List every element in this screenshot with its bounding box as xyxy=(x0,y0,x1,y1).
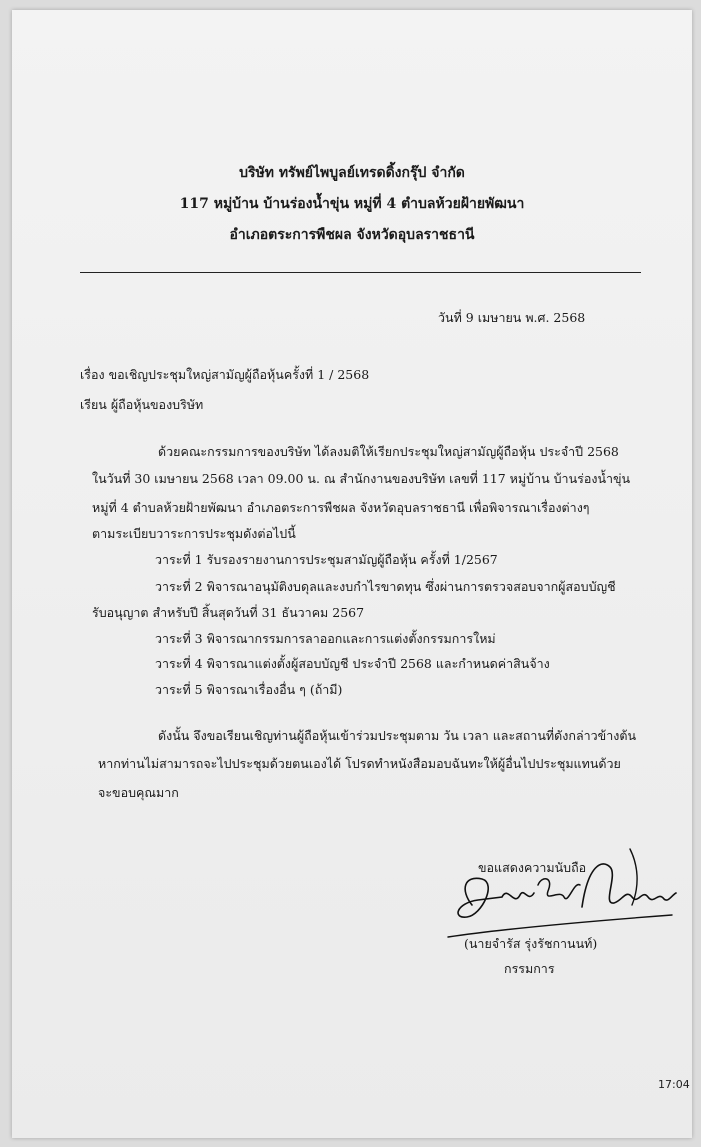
closing-salutation: ขอแสดงความนับถือ xyxy=(478,860,587,875)
agenda-item-4: วาระที่ 4 พิจารณาแต่งตั้งผู้สอบบัญชี ประจำปี 2568 และกำหนดค่าสินจ้าง xyxy=(155,656,550,671)
signer-name: (นายจำรัส รุ่งรัชกานนท์) xyxy=(464,936,598,951)
company-name: บริษัท ทรัพย์ไพบูลย์เทรดดิ้งกรุ๊ป จำกัด xyxy=(239,165,465,181)
handwritten-signature xyxy=(442,845,682,945)
body-line-4: ตามระเบียบวาระการประชุมดังต่อไปนี้ xyxy=(92,526,296,541)
company-address-line-2: อำเภอตระการพืชผล จังหวัดอุบลราชธานี xyxy=(229,227,475,243)
signer-position: กรรมการ xyxy=(504,961,555,976)
letter-page xyxy=(12,10,692,1138)
conclusion-line-3: จะขอบคุณมาก xyxy=(98,785,179,800)
agenda-item-3: วาระที่ 3 พิจารณากรรมการลาออกและการแต่งตั้งกรรมการใหม่ xyxy=(155,631,496,646)
letterhead xyxy=(12,158,692,251)
body-line-3: หมู่ที่ 4 ตำบลห้วยฝ้ายพัฒนา อำเภอตระการพืชผล จังหวัดอุบลราชธานี เพื่อพิจารณาเรื่องต่างๆ xyxy=(92,500,590,515)
company-address-line-1: 117 หมู่บ้าน บ้านร่องน้ำขุ่น หมู่ที่ 4 ตำบลห้วยฝ้ายพัฒนา xyxy=(179,196,525,212)
agenda-item-1: วาระที่ 1 รับรองรายงานการประชุมสามัญผู้ถือหุ้น ครั้งที่ 1/2567 xyxy=(155,552,498,567)
body-line-2: ในวันที่ 30 เมษายน 2568 เวลา 09.00 น. ณ สำนักงานของบริษัท เลขที่ 117 หมู่บ้าน บ้านร่องน้ำขุ่น xyxy=(92,471,631,486)
body-line-1: ด้วยคณะกรรมการของบริษัท ได้ลงมติให้เรียกประชุมใหญ่สามัญผู้ถือหุ้น ประจำปี 2568 xyxy=(158,444,619,459)
letter-recipient: เรียน ผู้ถือหุ้นของบริษัท xyxy=(80,397,204,412)
timestamp-label: 17:04 xyxy=(658,1078,690,1091)
agenda-item-2: วาระที่ 2 พิจารณาอนุมัติงบดุลและงบกำไรขาดทุน ซึ่งผ่านการตรวจสอบจากผู้สอบบัญชี xyxy=(155,579,616,594)
agenda-item-2-continued: รับอนุญาต สำหรับปี สิ้นสุดวันที่ 31 ธันวาคม 2567 xyxy=(92,605,365,620)
agenda-item-5: วาระที่ 5 พิจารณาเรื่องอื่น ๆ (ถ้ามี) xyxy=(155,682,343,697)
conclusion-line-2: หากท่านไม่สามารถจะไปประชุมด้วยตนเองได้ โปรดทำหนังสือมอบฉันทะให้ผู้อื่นไปประชุมแทนด้วย xyxy=(98,756,621,771)
letter-date: วันที่ 9 เมษายน พ.ศ. 2568 xyxy=(438,310,586,325)
header-divider xyxy=(80,272,641,273)
conclusion-line-1: ดังนั้น จึงขอเรียนเชิญท่านผู้ถือหุ้นเข้าร่วมประชุมตาม วัน เวลา และสถานที่ดังกล่าวข้างต้น xyxy=(158,728,636,743)
letter-subject: เรื่อง ขอเชิญประชุมใหญ่สามัญผู้ถือหุ้นครั้งที่ 1 / 2568 xyxy=(80,367,370,382)
